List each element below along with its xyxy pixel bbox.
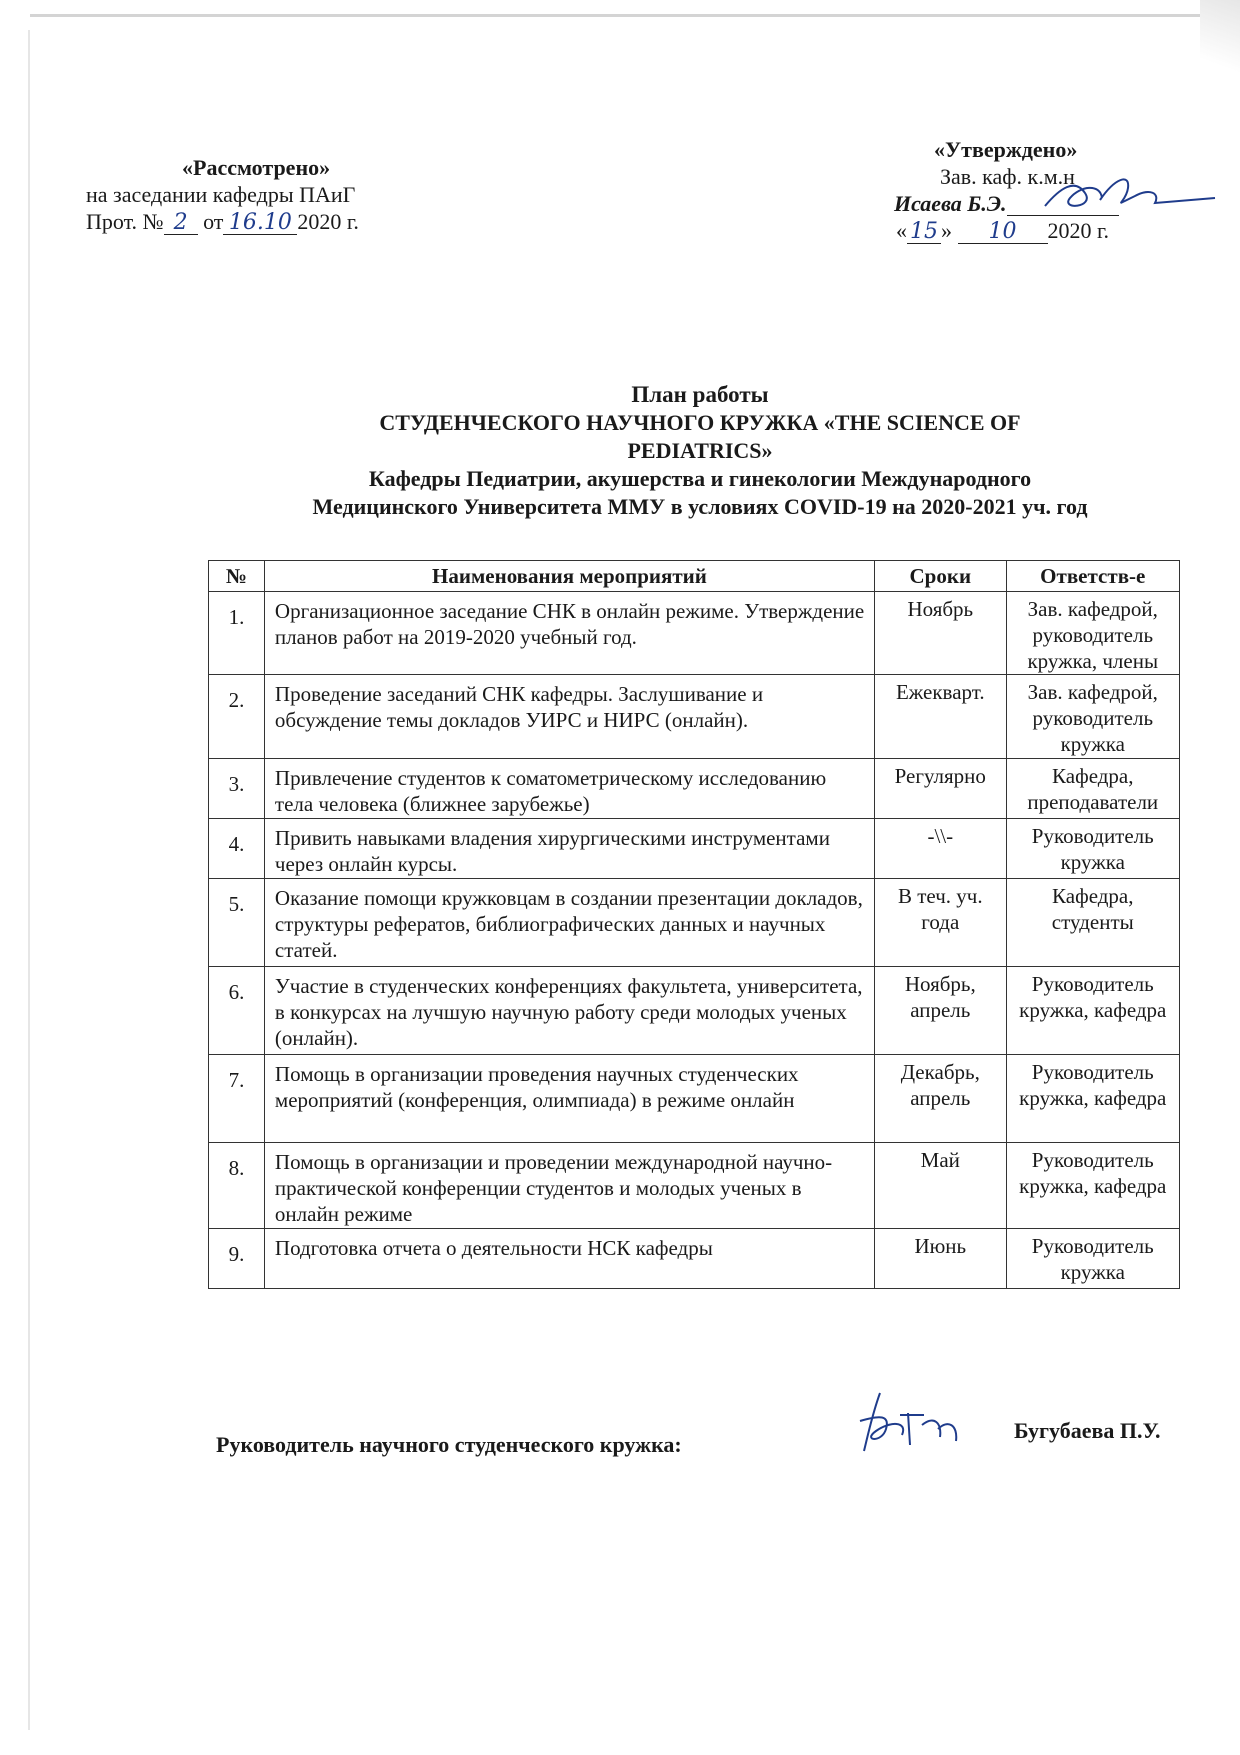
row-name: Привить навыками владения хирургическими инструментами через онлайн курсы. <box>264 819 874 879</box>
row-num: 5. <box>209 879 265 967</box>
table-row <box>209 1143 1180 1229</box>
title-line-0: План работы <box>631 382 769 407</box>
row-resp: Зав. кафедрой, руководитель кружка, члены <box>1006 592 1179 675</box>
supervisor-signature-icon <box>850 1385 970 1455</box>
approval-day: 15 <box>907 221 941 244</box>
date-quote-close: » <box>941 218 952 243</box>
header-num: № <box>209 561 265 592</box>
protocol-year: 2020 г. <box>297 209 359 234</box>
row-num: 2. <box>209 675 265 759</box>
approval-month: 10 <box>958 221 1048 244</box>
title-line-1: СТУДЕНЧЕСКОГО НАУЧНОГО КРУЖКА «THE SCIENCE OF <box>379 410 1021 435</box>
row-resp: Кафедра, преподаватели <box>1006 759 1179 819</box>
scan-corner <box>1200 0 1240 90</box>
supervisor-label: Руководитель научного студенческого кружка: <box>216 1432 682 1457</box>
scan-edge <box>30 14 1210 17</box>
right-approval-heading: «Утверждено» <box>934 137 1078 162</box>
table-row <box>209 967 1180 1055</box>
protocol-prefix: Прот. № <box>86 209 164 234</box>
left-approval-heading: «Рассмотрено» <box>182 155 331 180</box>
row-term: Июнь <box>875 1229 1007 1289</box>
table-header-row <box>209 561 1180 592</box>
row-term: В теч. уч. года <box>875 879 1007 967</box>
row-name: Проведение заседаний СНК кафедры. Заслушивание и обсуждение темы докладов УИРС и НИРС (онлайн). <box>264 675 874 759</box>
row-num: 4. <box>209 819 265 879</box>
document-title <box>200 381 1200 521</box>
header-resp: Ответств-е <box>1006 561 1179 592</box>
row-term: Ноябрь <box>875 592 1007 675</box>
scan-edge-left <box>28 30 30 1730</box>
row-name: Помощь в организации и проведении международной научно-практической конференции студентов и молодых ученых в онлайн режиме <box>264 1143 874 1229</box>
table-row <box>209 1055 1180 1143</box>
row-name: Помощь в организации проведения научных студенческих мероприятий (конференция, олимпиада) в режиме онлайн <box>264 1055 874 1143</box>
title-line-4: Медицинского Университета ММУ в условиях COVID-19 на 2020-2021 уч. год <box>312 494 1088 519</box>
date-quote-open: « <box>896 218 907 243</box>
left-approval-block <box>86 154 426 235</box>
row-resp: Кафедра, студенты <box>1006 879 1179 967</box>
table-row <box>209 819 1180 879</box>
approval-year: 2020 г. <box>1047 218 1110 243</box>
row-term: Регулярно <box>875 759 1007 819</box>
title-line-2: PEDIATRICS» <box>627 438 773 463</box>
approver-signature-icon <box>1040 168 1220 218</box>
protocol-line <box>86 208 426 235</box>
approval-date <box>880 217 1210 244</box>
table-row <box>209 1229 1180 1289</box>
row-num: 1. <box>209 592 265 675</box>
protocol-date: 16.10 <box>223 212 297 235</box>
row-term: Ежекварт. <box>875 675 1007 759</box>
row-resp: Руководитель кружка, кафедра <box>1006 967 1179 1055</box>
row-num: 6. <box>209 967 265 1055</box>
row-term: Декабрь, апрель <box>875 1055 1007 1143</box>
row-name: Участие в студенческих конференциях факультета, университета, в конкурсах на лучшую научную работу среди молодых ученых (онлайн). <box>264 967 874 1055</box>
row-num: 7. <box>209 1055 265 1143</box>
row-resp: Руководитель кружка, кафедра <box>1006 1055 1179 1143</box>
table-row <box>209 759 1180 819</box>
row-num: 3. <box>209 759 265 819</box>
approver-position: Зав. каф. к.м.н <box>940 164 1075 189</box>
row-num: 9. <box>209 1229 265 1289</box>
protocol-date-prefix: от <box>203 209 224 234</box>
row-term: -\\- <box>875 819 1007 879</box>
protocol-number: 2 <box>164 212 198 235</box>
table-row <box>209 879 1180 967</box>
plan-table <box>208 560 1180 1289</box>
left-approval-line1: на заседании кафедры ПАиГ <box>86 182 356 207</box>
row-resp: Руководитель кружка <box>1006 1229 1179 1289</box>
header-term: Сроки <box>875 561 1007 592</box>
row-name: Оказание помощи кружковцам в создании презентации докладов, структуры рефератов, библиографических данных и научных статей. <box>264 879 874 967</box>
row-name: Организационное заседание СНК в онлайн режиме. Утверждение планов работ на 2019-2020 учебный год. <box>264 592 874 675</box>
supervisor-name: Бугубаева П.У. <box>1014 1418 1161 1443</box>
row-num: 8. <box>209 1143 265 1229</box>
header-name: Наименования мероприятий <box>264 561 874 592</box>
title-line-3: Кафедры Педиатрии, акушерства и гинекологии Международного <box>368 466 1032 491</box>
table-row <box>209 592 1180 675</box>
row-name: Привлечение студентов к соматометрическому исследованию тела человека (ближнее зарубежье) <box>264 759 874 819</box>
row-resp: Руководитель кружка <box>1006 819 1179 879</box>
row-term: Ноябрь, апрель <box>875 967 1007 1055</box>
row-term: Май <box>875 1143 1007 1229</box>
table-row <box>209 675 1180 759</box>
row-resp: Зав. кафедрой, руководитель кружка <box>1006 675 1179 759</box>
row-resp: Руководитель кружка, кафедра <box>1006 1143 1179 1229</box>
approver-name: Исаева Б.Э. <box>894 191 1007 216</box>
row-name: Подготовка отчета о деятельности НСК кафедры <box>264 1229 874 1289</box>
